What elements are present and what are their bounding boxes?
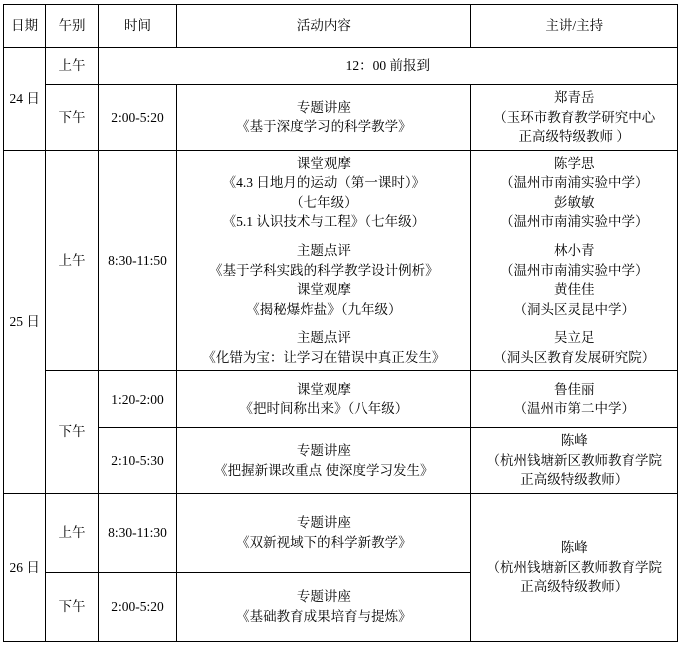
host-line: （玉环市教育教学研究中心: [493, 109, 656, 125]
content-24-pm: [177, 85, 471, 151]
table-row: [4, 494, 678, 573]
table-header-row: [4, 5, 678, 48]
header-ampm: 午别: [46, 5, 98, 48]
content-spacer: [179, 232, 468, 241]
host-24-pm: [471, 85, 678, 151]
host-line: 彭敏敏: [553, 194, 595, 210]
content-line: 课堂观摩: [296, 381, 351, 397]
host-line: 林小青: [553, 242, 595, 258]
host-line: 正高级特级教师）: [520, 472, 629, 488]
host-line: 鲁佳丽: [553, 381, 595, 397]
host-line: （温州市南浦实验中学）: [499, 262, 649, 278]
content-line: 专题讲座: [296, 589, 351, 605]
content-line: 《4.3 日地月的运动（第一课时）》: [222, 175, 426, 191]
ampm-25-pm: 下午: [46, 371, 98, 494]
host-line: （温州市南浦实验中学）: [499, 175, 649, 191]
content-spacer: [179, 319, 468, 328]
host-26: [471, 494, 678, 642]
table-row: [4, 428, 678, 494]
ampm-24-pm: 下午: [46, 85, 98, 151]
host-line: 郑青岳: [553, 90, 595, 105]
content-line: 《揭秘爆炸盐》（九年级）: [246, 301, 402, 317]
content-line: 专题讲座: [296, 99, 351, 115]
host-line: （洞头区灵昆中学）: [513, 301, 635, 317]
ampm-26-am: 上午: [46, 494, 98, 573]
host-line: （温州市第二中学）: [513, 401, 635, 417]
content-line: 课堂观摩: [296, 155, 351, 171]
content-line: 《基于深度学习的科学教学》: [236, 119, 412, 135]
content-line: 《5.1 认识技术与工程》（七年级）: [222, 214, 426, 230]
host-spacer: [473, 319, 675, 328]
host-line: （洞头区教育发展研究院）: [493, 349, 656, 365]
host-25-pm-1: [471, 371, 678, 428]
time-26-pm: 2:00-5:20: [98, 573, 177, 642]
table-row: [4, 85, 678, 151]
host-line: 吴立足: [553, 330, 595, 346]
host-line: 黄佳佳: [553, 282, 595, 298]
content-line: （七年级）: [290, 194, 358, 210]
host-line: 正高级特级教师）: [520, 579, 629, 595]
date-26: 26 日: [4, 494, 46, 642]
content-line: 主题点评: [296, 242, 351, 258]
host-25-am: [471, 150, 678, 371]
time-25-pm-1: 1:20-2:00: [98, 371, 177, 428]
content-25-am: [177, 150, 471, 371]
host-line: 陈学思: [553, 155, 595, 171]
host-line: （杭州钱塘新区教师教育学院: [486, 559, 662, 575]
header-host: 主讲/主持: [471, 5, 678, 48]
content-line: 专题讲座: [296, 443, 351, 459]
header-time: 时间: [98, 5, 177, 48]
content-25-pm-2: [177, 428, 471, 494]
content-line: 《把时间称出来》（八年级）: [239, 401, 409, 417]
date-24: 24 日: [4, 48, 46, 151]
content-line: 《把握新课改重点 使深度学习发生》: [214, 462, 434, 478]
table-row: [4, 48, 678, 85]
ampm-26-pm: 下午: [46, 573, 98, 642]
content-line: 《双新视域下的科学新教学》: [236, 535, 412, 550]
host-line: （杭州钱塘新区教师教育学院: [486, 452, 662, 468]
content-line: 专题讲座: [296, 515, 351, 531]
content-line: 主题点评: [296, 330, 351, 346]
content-25-pm-1: [177, 371, 471, 428]
host-line: （温州市南浦实验中学）: [499, 214, 649, 230]
registration-note: 12：00 前报到: [98, 48, 677, 85]
host-line: 陈峰: [560, 433, 588, 449]
host-line: 陈峰: [560, 540, 588, 556]
content-line: 《基于学科实践的科学教学设计例析》: [209, 262, 439, 278]
ampm-24-am: 上午: [46, 48, 98, 85]
time-26-am: 8:30-11:30: [98, 494, 177, 573]
content-line: 《化错为宝：让学习在错误中真正发生》: [202, 349, 446, 365]
content-line: 《基础教育成果培育与提炼》: [236, 609, 412, 624]
host-25-pm-2: [471, 428, 678, 494]
content-line: 课堂观摩: [296, 282, 351, 298]
header-date: 日期: [4, 5, 46, 48]
content-26-pm: [177, 573, 471, 642]
time-24-pm: 2:00-5:20: [98, 85, 177, 151]
schedule-table: [3, 4, 678, 642]
date-25: 25 日: [4, 150, 46, 493]
content-26-am: [177, 494, 471, 573]
time-25-am: 8:30-11:50: [98, 150, 177, 371]
ampm-25-am: 上午: [46, 150, 98, 371]
table-row: [4, 150, 678, 371]
host-spacer: [473, 232, 675, 241]
header-content: 活动内容: [177, 5, 471, 48]
host-line: 正高级特级教师 ）: [518, 129, 630, 145]
table-row: [4, 371, 678, 428]
time-25-pm-2: 2:10-5:30: [98, 428, 177, 494]
